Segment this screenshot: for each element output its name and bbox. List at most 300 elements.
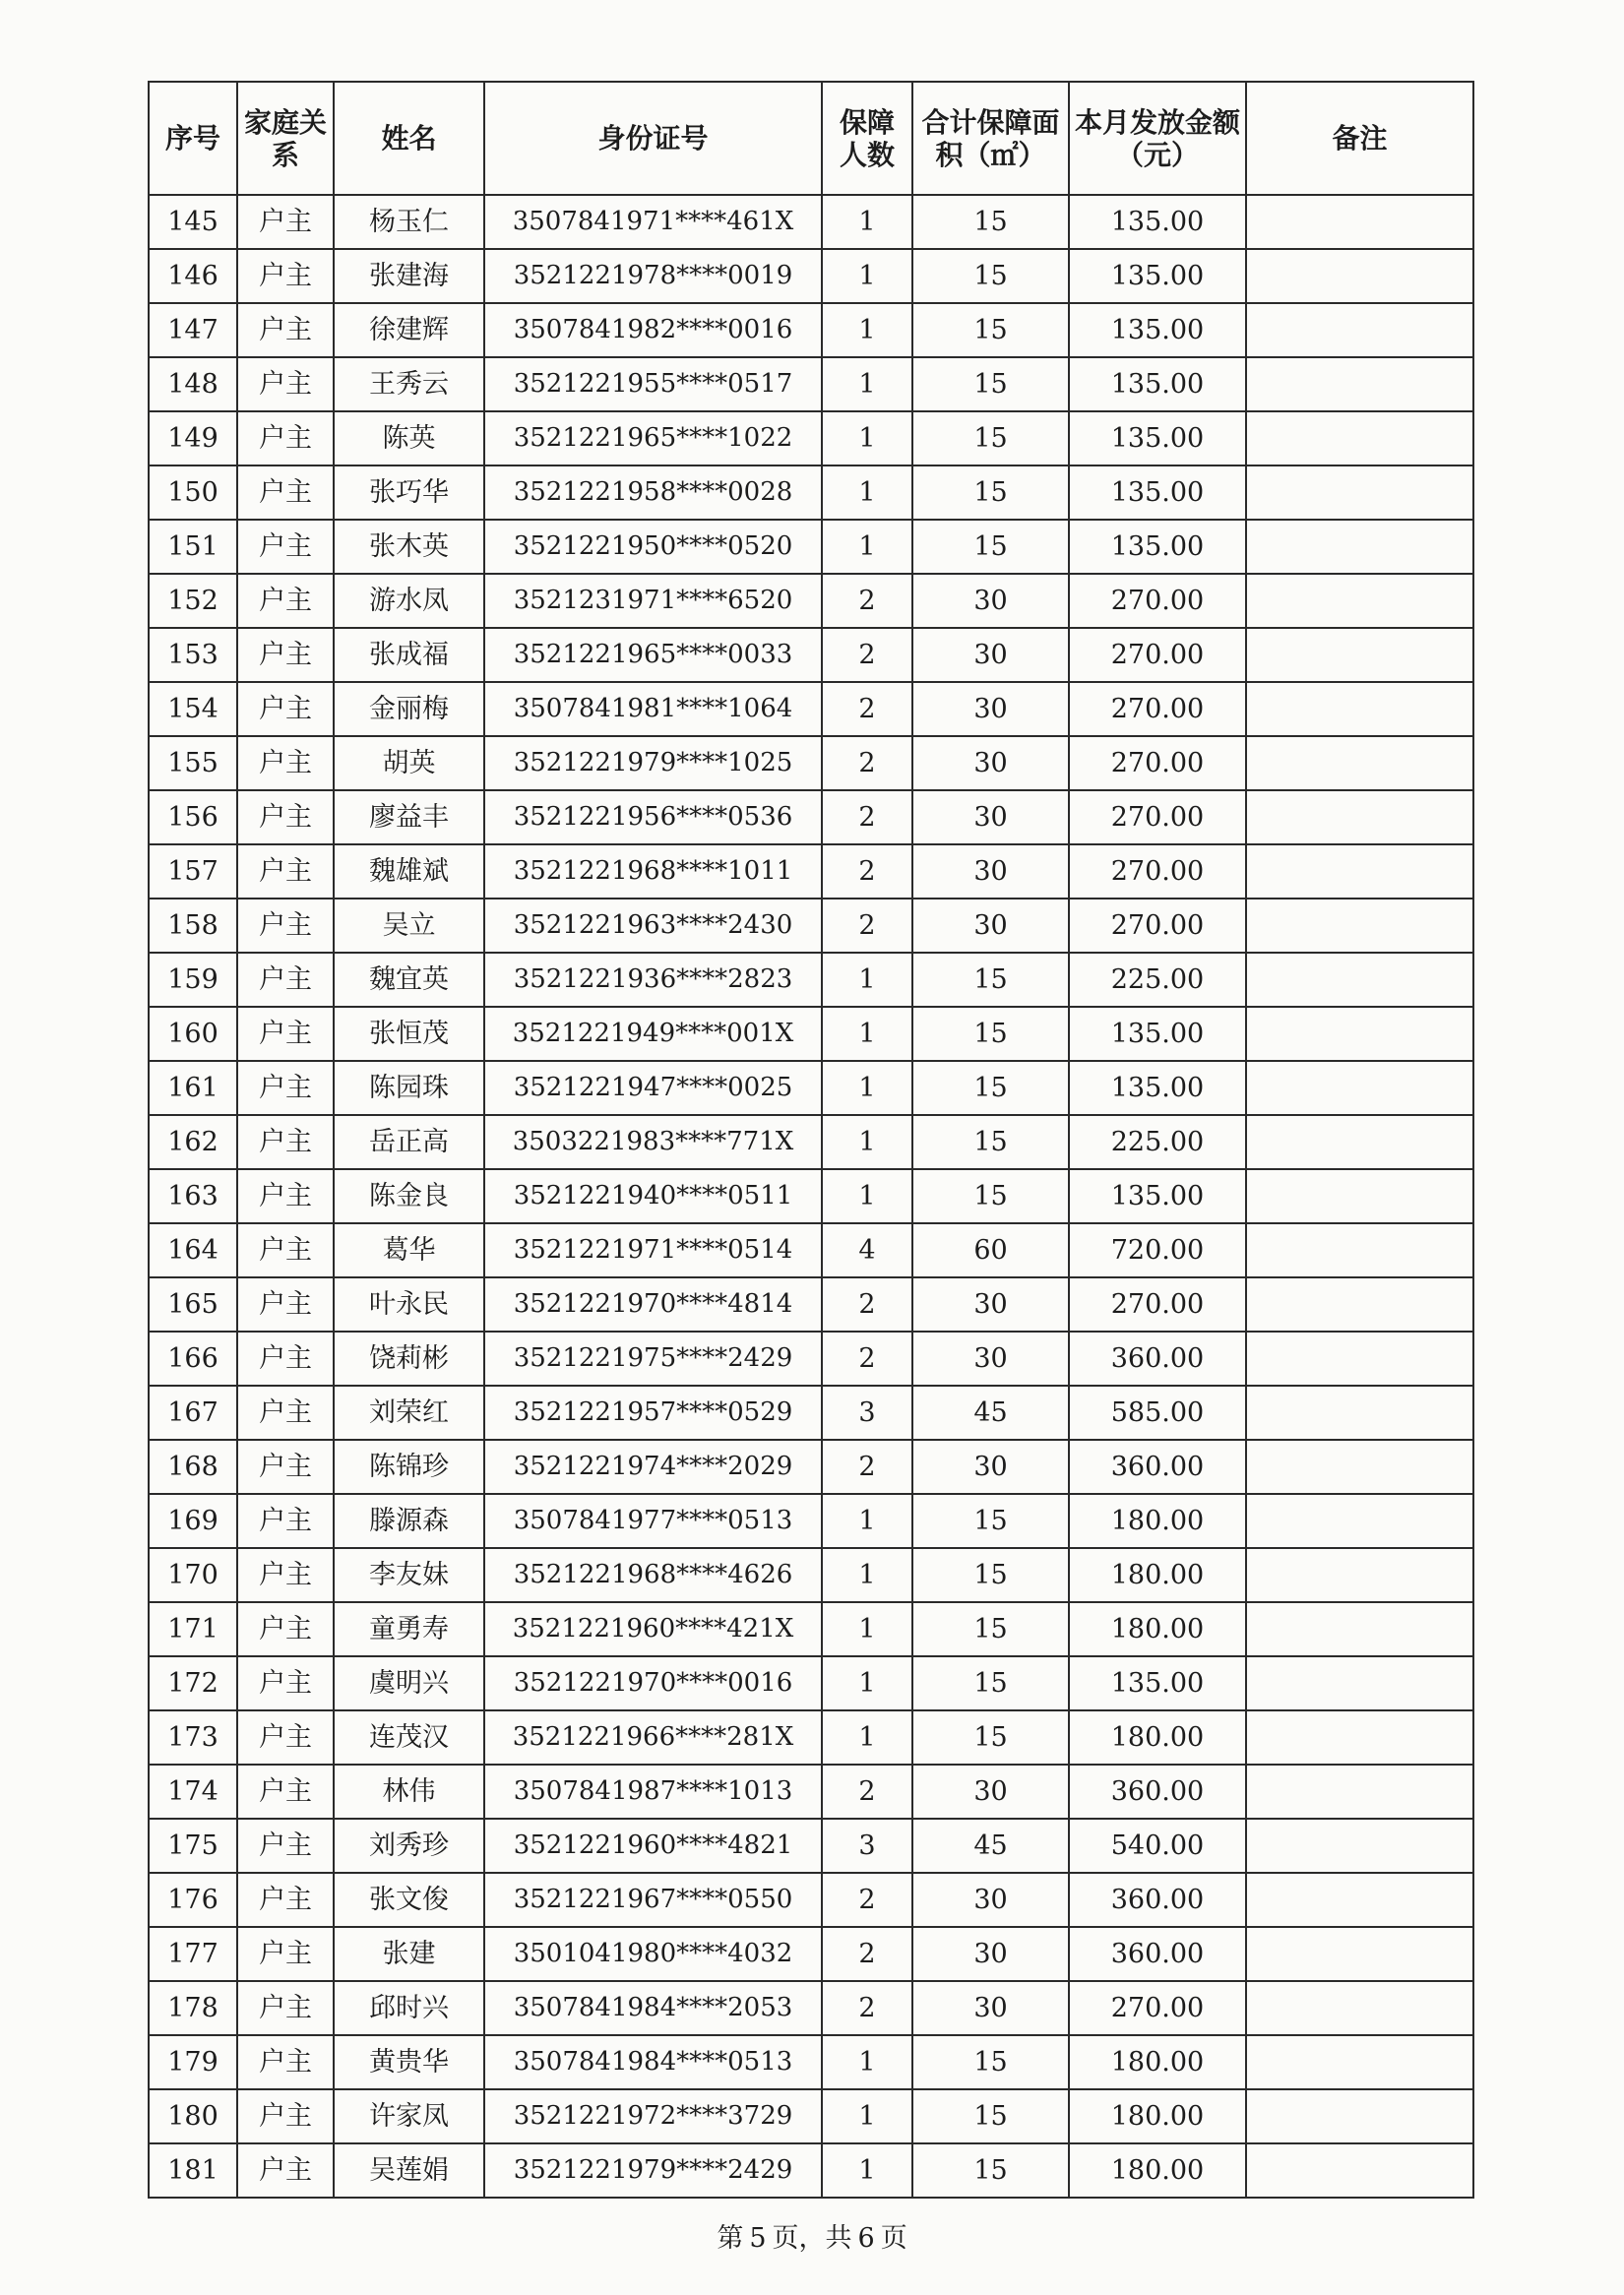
cell-amount: 135.00 [1069, 303, 1246, 357]
cell-persons: 1 [822, 1061, 912, 1115]
cell-area: 15 [912, 303, 1069, 357]
cell-index: 167 [149, 1386, 237, 1440]
subsidy-table [148, 81, 1474, 2199]
cell-amount: 135.00 [1069, 1007, 1246, 1061]
table-row [149, 1602, 1473, 1656]
cell-name: 魏雄斌 [334, 844, 484, 899]
cell-remark [1246, 1927, 1473, 1981]
cell-persons: 1 [822, 465, 912, 520]
cell-id-number: 3521221967****0550 [484, 1873, 822, 1927]
table-row [149, 1819, 1473, 1873]
cell-remark [1246, 411, 1473, 465]
table-row [149, 195, 1473, 249]
cell-remark [1246, 628, 1473, 682]
cell-name: 张恒茂 [334, 1007, 484, 1061]
cell-amount: 135.00 [1069, 411, 1246, 465]
cell-name: 陈园珠 [334, 1061, 484, 1115]
cell-id-number: 3521221950****0520 [484, 520, 822, 574]
table-row [149, 1169, 1473, 1223]
cell-remark [1246, 2035, 1473, 2089]
cell-relation: 户主 [237, 1277, 334, 1332]
table-row [149, 2035, 1473, 2089]
table-row [149, 1115, 1473, 1169]
cell-relation: 户主 [237, 1981, 334, 2035]
cell-index: 162 [149, 1115, 237, 1169]
cell-name: 葛华 [334, 1223, 484, 1277]
cell-index: 151 [149, 520, 237, 574]
col-header-amount: 本月发放金额（元） [1069, 82, 1246, 195]
cell-index: 164 [149, 1223, 237, 1277]
cell-remark [1246, 249, 1473, 303]
cell-area: 30 [912, 1332, 1069, 1386]
cell-relation: 户主 [237, 1440, 334, 1494]
cell-index: 153 [149, 628, 237, 682]
cell-index: 163 [149, 1169, 237, 1223]
cell-relation: 户主 [237, 628, 334, 682]
cell-amount: 135.00 [1069, 1061, 1246, 1115]
cell-id-number: 3521221979****2429 [484, 2143, 822, 2198]
table-row [149, 953, 1473, 1007]
cell-name: 刘荣红 [334, 1386, 484, 1440]
cell-id-number: 3521221949****001X [484, 1007, 822, 1061]
cell-id-number: 3521221974****2029 [484, 1440, 822, 1494]
cell-remark [1246, 1710, 1473, 1765]
cell-index: 181 [149, 2143, 237, 2198]
cell-remark [1246, 1602, 1473, 1656]
cell-remark [1246, 303, 1473, 357]
cell-id-number: 3521221958****0028 [484, 465, 822, 520]
cell-name: 张文俊 [334, 1873, 484, 1927]
cell-area: 30 [912, 682, 1069, 736]
cell-index: 157 [149, 844, 237, 899]
cell-index: 170 [149, 1548, 237, 1602]
cell-relation: 户主 [237, 1765, 334, 1819]
table-row [149, 249, 1473, 303]
cell-relation: 户主 [237, 1494, 334, 1548]
cell-index: 175 [149, 1819, 237, 1873]
cell-remark [1246, 1494, 1473, 1548]
cell-name: 叶永民 [334, 1277, 484, 1332]
cell-amount: 720.00 [1069, 1223, 1246, 1277]
cell-id-number: 3507841977****0513 [484, 1494, 822, 1548]
cell-name: 张建海 [334, 249, 484, 303]
cell-area: 30 [912, 790, 1069, 844]
cell-persons: 2 [822, 1927, 912, 1981]
cell-amount: 270.00 [1069, 628, 1246, 682]
cell-remark [1246, 1765, 1473, 1819]
cell-id-number: 3521221936****2823 [484, 953, 822, 1007]
col-header-relation: 家庭关系 [237, 82, 334, 195]
cell-area: 30 [912, 844, 1069, 899]
cell-remark [1246, 1277, 1473, 1332]
cell-index: 148 [149, 357, 237, 411]
cell-amount: 270.00 [1069, 736, 1246, 790]
footer-current-page: 5 [749, 2223, 767, 2254]
cell-persons: 1 [822, 1602, 912, 1656]
cell-area: 15 [912, 1602, 1069, 1656]
cell-id-number: 3521221975****2429 [484, 1332, 822, 1386]
cell-name: 许家凤 [334, 2089, 484, 2143]
cell-relation: 户主 [237, 357, 334, 411]
cell-id-number: 3507841987****1013 [484, 1765, 822, 1819]
cell-remark [1246, 899, 1473, 953]
cell-persons: 2 [822, 574, 912, 628]
cell-name: 吴莲娟 [334, 2143, 484, 2198]
cell-remark [1246, 953, 1473, 1007]
cell-area: 30 [912, 736, 1069, 790]
cell-remark [1246, 1169, 1473, 1223]
cell-id-number: 3507841981****1064 [484, 682, 822, 736]
cell-name: 杨玉仁 [334, 195, 484, 249]
cell-remark [1246, 1061, 1473, 1115]
cell-id-number: 3521221960****4821 [484, 1819, 822, 1873]
table-row [149, 1494, 1473, 1548]
cell-name: 李友妹 [334, 1548, 484, 1602]
cell-relation: 户主 [237, 736, 334, 790]
cell-index: 172 [149, 1656, 237, 1710]
cell-persons: 2 [822, 1332, 912, 1386]
table-row [149, 1927, 1473, 1981]
cell-index: 145 [149, 195, 237, 249]
cell-area: 30 [912, 574, 1069, 628]
cell-relation: 户主 [237, 1061, 334, 1115]
cell-persons: 2 [822, 790, 912, 844]
cell-area: 30 [912, 1440, 1069, 1494]
cell-remark [1246, 574, 1473, 628]
table-row [149, 1765, 1473, 1819]
cell-remark [1246, 1386, 1473, 1440]
cell-index: 159 [149, 953, 237, 1007]
cell-name: 张成福 [334, 628, 484, 682]
table-row [149, 899, 1473, 953]
cell-relation: 户主 [237, 465, 334, 520]
col-header-index: 序号 [149, 82, 237, 195]
cell-persons: 1 [822, 1007, 912, 1061]
table-row [149, 1440, 1473, 1494]
cell-persons: 1 [822, 2143, 912, 2198]
cell-area: 15 [912, 195, 1069, 249]
cell-id-number: 3521221965****1022 [484, 411, 822, 465]
cell-name: 岳正高 [334, 1115, 484, 1169]
cell-area: 15 [912, 1169, 1069, 1223]
cell-id-number: 3507841971****461X [484, 195, 822, 249]
cell-amount: 585.00 [1069, 1386, 1246, 1440]
cell-persons: 2 [822, 1440, 912, 1494]
cell-persons: 2 [822, 899, 912, 953]
col-header-name: 姓名 [334, 82, 484, 195]
cell-id-number: 3521221957****0529 [484, 1386, 822, 1440]
cell-name: 陈金良 [334, 1169, 484, 1223]
cell-area: 15 [912, 1007, 1069, 1061]
cell-id-number: 3507841984****2053 [484, 1981, 822, 2035]
cell-area: 15 [912, 1061, 1069, 1115]
cell-amount: 180.00 [1069, 1710, 1246, 1765]
cell-relation: 户主 [237, 1927, 334, 1981]
cell-remark [1246, 465, 1473, 520]
cell-amount: 270.00 [1069, 682, 1246, 736]
cell-id-number: 3503221983****771X [484, 1115, 822, 1169]
cell-area: 60 [912, 1223, 1069, 1277]
cell-amount: 180.00 [1069, 1494, 1246, 1548]
cell-area: 15 [912, 1548, 1069, 1602]
cell-name: 吴立 [334, 899, 484, 953]
table-row [149, 574, 1473, 628]
cell-name: 连茂汉 [334, 1710, 484, 1765]
table-row [149, 520, 1473, 574]
cell-remark [1246, 2143, 1473, 2198]
cell-area: 30 [912, 628, 1069, 682]
cell-index: 180 [149, 2089, 237, 2143]
cell-amount: 135.00 [1069, 195, 1246, 249]
table-row [149, 1332, 1473, 1386]
cell-id-number: 3521231971****6520 [484, 574, 822, 628]
table-row [149, 2089, 1473, 2143]
cell-index: 160 [149, 1007, 237, 1061]
cell-persons: 2 [822, 628, 912, 682]
cell-area: 45 [912, 1819, 1069, 1873]
cell-name: 邱时兴 [334, 1981, 484, 2035]
cell-name: 张巧华 [334, 465, 484, 520]
cell-remark [1246, 844, 1473, 899]
cell-remark [1246, 1873, 1473, 1927]
col-header-area: 合计保障面积（㎡） [912, 82, 1069, 195]
cell-name: 徐建辉 [334, 303, 484, 357]
cell-amount: 225.00 [1069, 953, 1246, 1007]
cell-index: 174 [149, 1765, 237, 1819]
cell-amount: 270.00 [1069, 899, 1246, 953]
cell-amount: 270.00 [1069, 1981, 1246, 2035]
table-row [149, 682, 1473, 736]
cell-id-number: 3507841982****0016 [484, 303, 822, 357]
cell-name: 廖益丰 [334, 790, 484, 844]
cell-relation: 户主 [237, 790, 334, 844]
cell-area: 15 [912, 953, 1069, 1007]
cell-index: 155 [149, 736, 237, 790]
cell-id-number: 3521221960****421X [484, 1602, 822, 1656]
cell-id-number: 3521221965****0033 [484, 628, 822, 682]
cell-persons: 2 [822, 1277, 912, 1332]
cell-area: 15 [912, 1494, 1069, 1548]
cell-name: 魏宜英 [334, 953, 484, 1007]
header-row [149, 82, 1473, 195]
table-row [149, 1981, 1473, 2035]
cell-area: 15 [912, 465, 1069, 520]
cell-amount: 270.00 [1069, 844, 1246, 899]
cell-persons: 1 [822, 2089, 912, 2143]
cell-amount: 360.00 [1069, 1873, 1246, 1927]
cell-amount: 135.00 [1069, 465, 1246, 520]
cell-relation: 户主 [237, 1332, 334, 1386]
cell-id-number: 3521221968****1011 [484, 844, 822, 899]
cell-persons: 2 [822, 1765, 912, 1819]
cell-remark [1246, 1656, 1473, 1710]
table-row [149, 1007, 1473, 1061]
table-row [149, 1277, 1473, 1332]
cell-remark [1246, 1981, 1473, 2035]
cell-relation: 户主 [237, 195, 334, 249]
cell-name: 张建 [334, 1927, 484, 1981]
cell-amount: 270.00 [1069, 790, 1246, 844]
col-header-persons: 保障人数 [822, 82, 912, 195]
cell-index: 149 [149, 411, 237, 465]
table-row [149, 736, 1473, 790]
cell-remark [1246, 1007, 1473, 1061]
cell-name: 胡英 [334, 736, 484, 790]
cell-persons: 2 [822, 1873, 912, 1927]
cell-persons: 2 [822, 736, 912, 790]
cell-relation: 户主 [237, 411, 334, 465]
cell-amount: 135.00 [1069, 357, 1246, 411]
cell-relation: 户主 [237, 953, 334, 1007]
cell-persons: 1 [822, 520, 912, 574]
cell-persons: 1 [822, 249, 912, 303]
cell-relation: 户主 [237, 1819, 334, 1873]
cell-amount: 270.00 [1069, 1277, 1246, 1332]
cell-amount: 180.00 [1069, 2035, 1246, 2089]
cell-persons: 1 [822, 195, 912, 249]
cell-area: 15 [912, 520, 1069, 574]
cell-area: 30 [912, 1981, 1069, 2035]
cell-index: 154 [149, 682, 237, 736]
cell-amount: 180.00 [1069, 1602, 1246, 1656]
cell-persons: 1 [822, 303, 912, 357]
cell-amount: 135.00 [1069, 1169, 1246, 1223]
cell-amount: 135.00 [1069, 249, 1246, 303]
cell-name: 陈英 [334, 411, 484, 465]
cell-amount: 360.00 [1069, 1765, 1246, 1819]
cell-relation: 户主 [237, 844, 334, 899]
table-row [149, 790, 1473, 844]
cell-amount: 270.00 [1069, 574, 1246, 628]
cell-relation: 户主 [237, 899, 334, 953]
cell-id-number: 3521221956****0536 [484, 790, 822, 844]
cell-persons: 1 [822, 2035, 912, 2089]
cell-area: 15 [912, 2035, 1069, 2089]
footer-suffix: 页 [880, 2223, 907, 2254]
cell-relation: 户主 [237, 1386, 334, 1440]
table-row [149, 357, 1473, 411]
cell-id-number: 3507841984****0513 [484, 2035, 822, 2089]
cell-id-number: 3521221970****4814 [484, 1277, 822, 1332]
table-row [149, 1386, 1473, 1440]
cell-amount: 360.00 [1069, 1332, 1246, 1386]
cell-index: 168 [149, 1440, 237, 1494]
cell-relation: 户主 [237, 1656, 334, 1710]
cell-id-number: 3501041980****4032 [484, 1927, 822, 1981]
cell-relation: 户主 [237, 2035, 334, 2089]
table-row [149, 1710, 1473, 1765]
cell-index: 179 [149, 2035, 237, 2089]
cell-index: 156 [149, 790, 237, 844]
cell-relation: 户主 [237, 1548, 334, 1602]
cell-id-number: 3521221971****0514 [484, 1223, 822, 1277]
cell-area: 15 [912, 249, 1069, 303]
cell-area: 15 [912, 2143, 1069, 2198]
cell-index: 176 [149, 1873, 237, 1927]
cell-persons: 3 [822, 1819, 912, 1873]
cell-persons: 4 [822, 1223, 912, 1277]
cell-persons: 1 [822, 1494, 912, 1548]
cell-index: 165 [149, 1277, 237, 1332]
cell-name: 张木英 [334, 520, 484, 574]
cell-remark [1246, 736, 1473, 790]
table-row [149, 1548, 1473, 1602]
cell-index: 169 [149, 1494, 237, 1548]
cell-id-number: 3521221940****0511 [484, 1169, 822, 1223]
cell-name: 饶莉彬 [334, 1332, 484, 1386]
cell-relation: 户主 [237, 1602, 334, 1656]
cell-index: 152 [149, 574, 237, 628]
cell-index: 150 [149, 465, 237, 520]
cell-amount: 180.00 [1069, 2143, 1246, 2198]
page-footer [0, 2216, 1624, 2255]
footer-total-pages: 6 [857, 2223, 875, 2254]
cell-relation: 户主 [237, 1873, 334, 1927]
cell-id-number: 3521221947****0025 [484, 1061, 822, 1115]
cell-relation: 户主 [237, 249, 334, 303]
cell-relation: 户主 [237, 1223, 334, 1277]
cell-name: 虞明兴 [334, 1656, 484, 1710]
table-row [149, 303, 1473, 357]
cell-id-number: 3521221978****0019 [484, 249, 822, 303]
cell-id-number: 3521221966****281X [484, 1710, 822, 1765]
cell-persons: 3 [822, 1386, 912, 1440]
footer-middle: 页，共 [772, 2223, 852, 2254]
table-row [149, 1873, 1473, 1927]
cell-area: 30 [912, 1927, 1069, 1981]
cell-area: 15 [912, 1710, 1069, 1765]
cell-relation: 户主 [237, 682, 334, 736]
cell-relation: 户主 [237, 2143, 334, 2198]
cell-remark [1246, 1819, 1473, 1873]
cell-index: 171 [149, 1602, 237, 1656]
cell-persons: 2 [822, 682, 912, 736]
cell-remark [1246, 520, 1473, 574]
cell-remark [1246, 1548, 1473, 1602]
cell-index: 147 [149, 303, 237, 357]
cell-index: 173 [149, 1710, 237, 1765]
cell-persons: 1 [822, 411, 912, 465]
cell-amount: 540.00 [1069, 1819, 1246, 1873]
cell-amount: 225.00 [1069, 1115, 1246, 1169]
cell-name: 刘秀珍 [334, 1819, 484, 1873]
cell-area: 15 [912, 1656, 1069, 1710]
col-header-remark: 备注 [1246, 82, 1473, 195]
cell-persons: 1 [822, 357, 912, 411]
table-row [149, 844, 1473, 899]
table-row [149, 2143, 1473, 2198]
table-body [149, 195, 1473, 2198]
cell-id-number: 3521221970****0016 [484, 1656, 822, 1710]
cell-name: 黄贵华 [334, 2035, 484, 2089]
cell-remark [1246, 1332, 1473, 1386]
cell-relation: 户主 [237, 1007, 334, 1061]
cell-amount: 360.00 [1069, 1927, 1246, 1981]
table-row [149, 465, 1473, 520]
cell-relation: 户主 [237, 1169, 334, 1223]
cell-area: 15 [912, 357, 1069, 411]
cell-index: 178 [149, 1981, 237, 2035]
footer-prefix: 第 [717, 2223, 744, 2254]
cell-id-number: 3521221972****3729 [484, 2089, 822, 2143]
cell-persons: 1 [822, 1169, 912, 1223]
table-row [149, 1656, 1473, 1710]
cell-index: 177 [149, 1927, 237, 1981]
cell-name: 林伟 [334, 1765, 484, 1819]
cell-persons: 1 [822, 1548, 912, 1602]
cell-remark [1246, 1223, 1473, 1277]
table-row [149, 1061, 1473, 1115]
